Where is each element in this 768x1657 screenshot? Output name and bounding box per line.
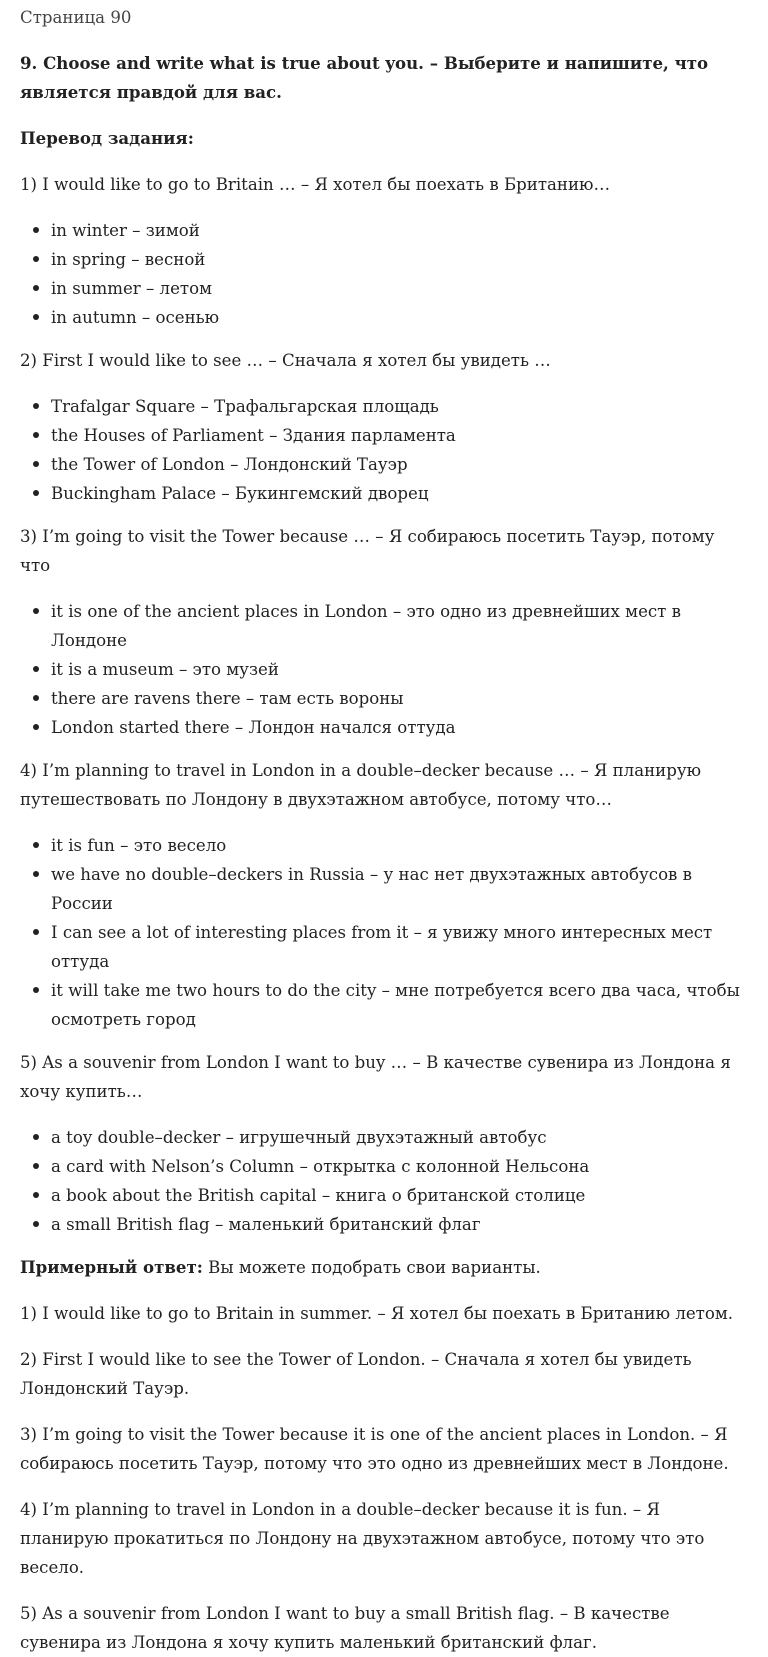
list-item bbox=[51, 245, 748, 274]
bullet-icon bbox=[33, 490, 39, 496]
bullet-icon bbox=[33, 1221, 39, 1227]
list-item bbox=[51, 684, 748, 713]
list-item bbox=[51, 1152, 748, 1181]
options-list bbox=[20, 597, 748, 742]
bullet-icon bbox=[33, 314, 39, 320]
list-item bbox=[51, 1181, 748, 1210]
option-text: the Tower of London – Лондонский Тауэр bbox=[51, 455, 408, 474]
bullet-icon bbox=[33, 285, 39, 291]
question-intro: 4) I’m planning to travel in London in a double–decker because … – Я планирую путешествовать по Лондону в двухэтажном автобусе, потому что… bbox=[20, 761, 702, 809]
answer-paragraph: 3) I’m going to visit the Tower because it is one of the ancient places in London. – Я собираюсь посетить Тауэр, потому что это одно из древнейших мест в Лондоне. bbox=[20, 1425, 729, 1473]
option-text: the Houses of Parliament – Здания парламента bbox=[51, 426, 456, 445]
bullet-icon bbox=[33, 695, 39, 701]
option-text: in winter – зимой bbox=[51, 221, 200, 240]
question-intro: 1) I would like to go to Britain … – Я хотел бы поехать в Британию… bbox=[20, 175, 611, 194]
list-item bbox=[51, 392, 748, 421]
list-item bbox=[51, 421, 748, 450]
list-item bbox=[51, 303, 748, 332]
bullet-icon bbox=[33, 842, 39, 848]
list-item bbox=[51, 1210, 748, 1239]
list-item bbox=[51, 860, 748, 918]
option-text: it is fun – это весело bbox=[51, 836, 227, 855]
answer-paragraph: 4) I’m planning to travel in London in a double–decker because it is fun. – Я планирую прокатиться по Лондону на двухэтажном автобусе, потому что это весело. bbox=[20, 1500, 705, 1577]
bullet-icon bbox=[33, 1163, 39, 1169]
option-text: a small British flag – маленький британский флаг bbox=[51, 1215, 481, 1234]
bullet-icon bbox=[33, 256, 39, 262]
option-text: in spring – весной bbox=[51, 250, 206, 269]
option-text: a card with Nelson’s Column – открытка с колонной Нельсона bbox=[51, 1157, 590, 1176]
option-text: it is a museum – это музей bbox=[51, 660, 279, 679]
question-intro: 5) As a souvenir from London I want to buy … – В качестве сувенира из Лондона я хочу купить… bbox=[20, 1053, 731, 1101]
question-intro: 3) I’m going to visit the Tower because … – Я собираюсь посетить Тауэр, потому что bbox=[20, 527, 715, 575]
option-text: London started there – Лондон начался оттуда bbox=[51, 718, 456, 737]
answer-paragraph: 2) First I would like to see the Tower of London. – Сначала я хотел бы увидеть Лондонский Тауэр. bbox=[20, 1350, 692, 1398]
options-list bbox=[20, 831, 748, 1034]
list-item bbox=[51, 831, 748, 860]
option-text: in autumn – осенью bbox=[51, 308, 220, 327]
bullet-icon bbox=[33, 608, 39, 614]
list-item bbox=[51, 976, 748, 1034]
question-intro: 2) First I would like to see … – Сначала я хотел бы увидеть … bbox=[20, 351, 551, 370]
sample-answer-intro bbox=[20, 1253, 748, 1282]
option-text: Buckingham Palace – Букингемский дворец bbox=[51, 484, 429, 503]
option-text: in summer – летом bbox=[51, 279, 212, 298]
option-text: it is one of the ancient places in London – это одно из древнейших мест в Лондоне bbox=[51, 602, 681, 650]
bullet-icon bbox=[33, 724, 39, 730]
option-text: we have no double–deckers in Russia – у нас нет двухэтажных автобусов в России bbox=[51, 865, 693, 913]
bullet-icon bbox=[33, 1134, 39, 1140]
list-item bbox=[51, 713, 748, 742]
page-label: Страница 90 bbox=[20, 8, 132, 27]
options-list bbox=[20, 1123, 748, 1239]
answer-paragraph: 5) As a souvenir from London I want to buy a small British flag. – В качестве сувенира из Лондона я хочу купить маленький британский флаг. bbox=[20, 1604, 670, 1652]
translation-heading: Перевод задания: bbox=[20, 128, 194, 148]
list-item bbox=[51, 918, 748, 976]
list-item bbox=[51, 1123, 748, 1152]
option-text: there are ravens there – там есть вороны bbox=[51, 689, 404, 708]
bullet-icon bbox=[33, 666, 39, 672]
bullet-icon bbox=[33, 432, 39, 438]
options-list bbox=[20, 392, 748, 508]
bullet-icon bbox=[33, 871, 39, 877]
option-text: a toy double–decker – игрушечный двухэтажный автобус bbox=[51, 1128, 547, 1147]
option-text: I can see a lot of interesting places from it – я увижу много интересных мест оттуда bbox=[51, 923, 713, 971]
bullet-icon bbox=[33, 461, 39, 467]
list-item bbox=[51, 655, 748, 684]
task-title: 9. Choose and write what is true about you. – Выберите и напишите, что является правдой для вас. bbox=[20, 53, 709, 102]
list-item bbox=[51, 479, 748, 508]
list-item bbox=[51, 450, 748, 479]
bullet-icon bbox=[33, 403, 39, 409]
bullet-icon bbox=[33, 227, 39, 233]
bullet-icon bbox=[33, 929, 39, 935]
option-text: Trafalgar Square – Трафальгарская площадь bbox=[51, 397, 439, 416]
sample-answer-label: Примерный ответ: bbox=[20, 1257, 203, 1277]
list-item bbox=[51, 216, 748, 245]
option-text: it will take me two hours to do the city – мне потребуется всего два часа, чтобы осмотреть город bbox=[51, 981, 740, 1029]
options-list bbox=[20, 216, 748, 332]
list-item bbox=[51, 274, 748, 303]
bullet-icon bbox=[33, 987, 39, 993]
answer-paragraph: 1) I would like to go to Britain in summer. – Я хотел бы поехать в Британию летом. bbox=[20, 1304, 734, 1323]
sample-answer-note: Вы можете подобрать свои варианты. bbox=[202, 1258, 541, 1277]
option-text: a book about the British capital – книга о британской столице bbox=[51, 1186, 586, 1205]
list-item bbox=[51, 597, 748, 655]
bullet-icon bbox=[33, 1192, 39, 1198]
